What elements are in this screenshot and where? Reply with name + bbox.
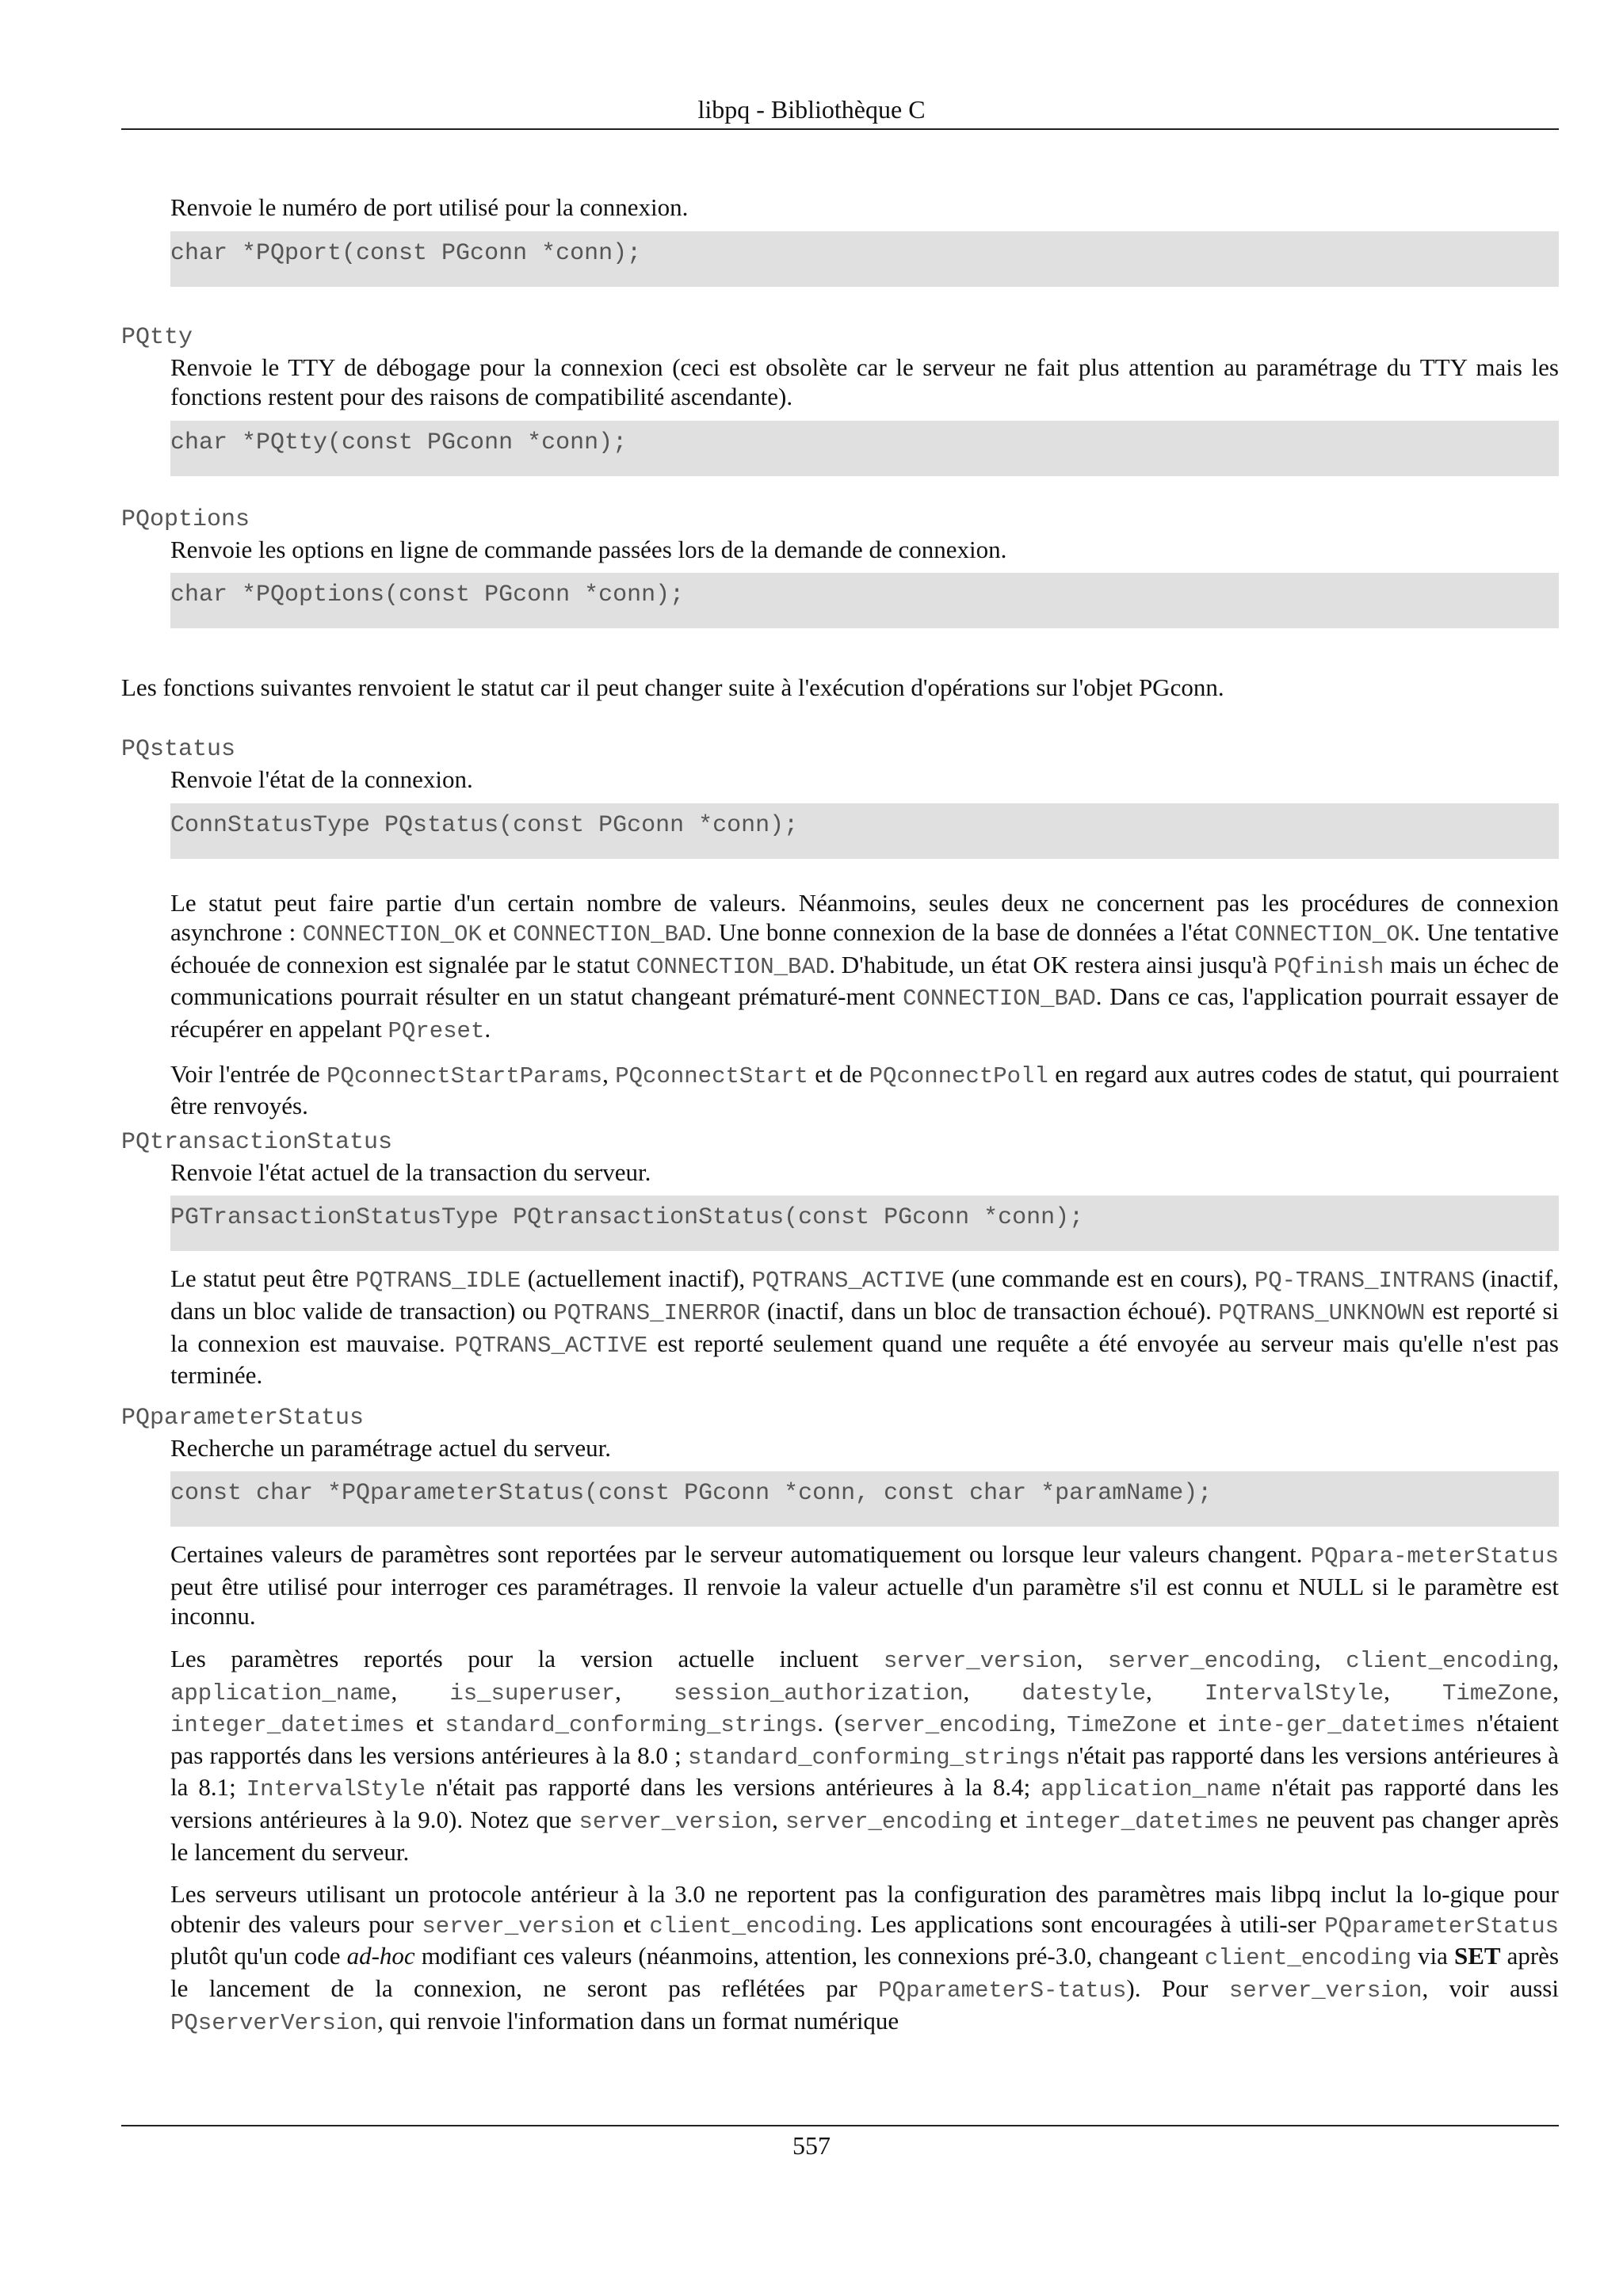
- pqoptions-term: PQoptions: [121, 505, 250, 533]
- pqtransactionstatus-description: Renvoie l'état actuel de la transaction du serveur.: [170, 1158, 651, 1186]
- pqstatus-term: PQstatus: [121, 735, 236, 763]
- header-rule: [121, 128, 1559, 130]
- pqtty-description: Renvoie le TTY de débogage pour la connexion (ceci est obsolète car le serveur ne fait plus attention au paramétrage du TTY mais les fonctions restent pour des raisons de compatibilité ascendante).: [170, 353, 1559, 411]
- footer-rule: [121, 2125, 1559, 2126]
- pqoptions-code: char *PQoptions(const PGconn *conn);: [170, 573, 1559, 628]
- pqparameterstatus-term: PQparameterStatus: [121, 1404, 365, 1432]
- pqtty-code: char *PQtty(const PGconn *conn);: [170, 421, 1559, 476]
- pqport-code: char *PQport(const PGconn *conn);: [170, 231, 1559, 287]
- pqparameterstatus-paragraph-3: Les serveurs utilisant un protocole antérieur à la 3.0 ne reportent pas la configuration des paramètres mais libpq inclut la lo-gique pour obtenir des valeurs pour server_version et client_encoding. Les applications sont encouragées à utili-ser PQparameterStatus plutôt qu'un code ad-hoc modifiant ces valeurs (néanmoins, attention, les connexions pré-3.0, changeant client_encoding via SET après le lancement de la connexion, ne seront pas reflétées par PQparameterS-tatus). Pour server_version, voir aussi PQserverVersion, qui renvoie l'information dans un format numérique: [170, 1880, 1560, 2036]
- pqstatus-paragraph-1: Le statut peut faire partie d'un certain nombre de valeurs. Néanmoins, seules deux ne concernent pas les procédures de connexion asynchrone : CONNECTION_OK et CONNECTION_BAD. Une bonne connexion de la base de données a l'état CONNECTION_OK. Une tentative échouée de connexion est signalée par le statut CONNECTION_BAD. D'habitude, un état OK restera ainsi jusqu'à PQfinish mais un échec de communications pourrait résulter en un statut changeant prématuré-ment CONNECTION_BAD. Dans ce cas, l'application pourrait essayer de récupérer en appelant PQreset.: [170, 888, 1559, 1044]
- pqstatus-code: ConnStatusType PQstatus(const PGconn *conn);: [170, 803, 1559, 859]
- pqtransactionstatus-paragraph-1: Le statut peut être PQTRANS_IDLE (actuellement inactif), PQTRANS_ACTIVE (une commande est en cours), PQ-TRANS_INTRANS (inactif, dans un bloc valide de transaction) ou PQTRANS_INERROR (inactif, dans un bloc de transaction échoué). PQTRANS_UNKNOWN est reporté si la connexion est mauvaise. PQTRANS_ACTIVE est reporté seulement quand une requête a été envoyée au serveur mais qu'elle n'est pas terminée.: [170, 1264, 1560, 1390]
- pqparameterstatus-description: Recherche un paramétrage actuel du serveur.: [170, 1433, 611, 1462]
- pqport-description: Renvoie le numéro de port utilisé pour la connexion.: [170, 193, 689, 221]
- page-number: 557: [792, 2131, 831, 2160]
- page-content: [121, 193, 1559, 2038]
- pqtransactionstatus-term: PQtransactionStatus: [121, 1128, 393, 1156]
- pqtty-term: PQtty: [121, 323, 193, 351]
- pqoptions-description: Renvoie les options en ligne de commande passées lors de la demande de connexion.: [170, 535, 1007, 563]
- page-header-title: libpq - Bibliothèque C: [697, 95, 926, 124]
- status-functions-intro: Les fonctions suivantes renvoient le statut car il peut changer suite à l'exécution d'opérations sur l'objet PGconn.: [121, 673, 1224, 702]
- pqstatus-description: Renvoie l'état de la connexion.: [170, 765, 473, 793]
- pqstatus-paragraph-2: Voir l'entrée de PQconnectStartParams, PQconnectStart et de PQconnectPoll en regard aux autres codes de statut, qui pourraient être renvoyés.: [170, 1059, 1560, 1120]
- pqparameterstatus-code: const char *PQparameterStatus(const PGconn *conn, const char *paramName);: [170, 1471, 1559, 1527]
- pqparameterstatus-paragraph-1: Certaines valeurs de paramètres sont reportées par le serveur automatiquement ou lorsque leur valeurs changent. PQpara-meterStatus peut être utilisé pour interroger ces paramétrages. Il renvoie la valeur actuelle d'un paramètre s'il est connu et NULL si le paramètre est inconnu.: [170, 1540, 1559, 1630]
- pqtransactionstatus-code: PGTransactionStatusType PQtransactionStatus(const PGconn *conn);: [170, 1196, 1559, 1251]
- pqparameterstatus-paragraph-2: Les paramètres reportés pour la version actuelle incluent server_version, server_encoding, client_encoding, application_name, is_superuser, session_authorization, datestyle, IntervalStyle, TimeZone, integer_datetimes et standard_conforming_strings. (server_encoding, TimeZone et inte-ger_datetimes n'étaient pas rapportés dans les versions antérieures à la 8.0 ; standard_conforming_strings n'était pas rapporté dans les versions antérieures à la 8.1; IntervalStyle n'était pas rapporté dans les versions antérieures à la 8.4; application_name n'était pas rapporté dans les versions antérieures à la 9.0). Notez que server_version, server_encoding et integer_datetimes ne peuvent pas changer après le lancement du serveur.: [170, 1645, 1560, 1866]
